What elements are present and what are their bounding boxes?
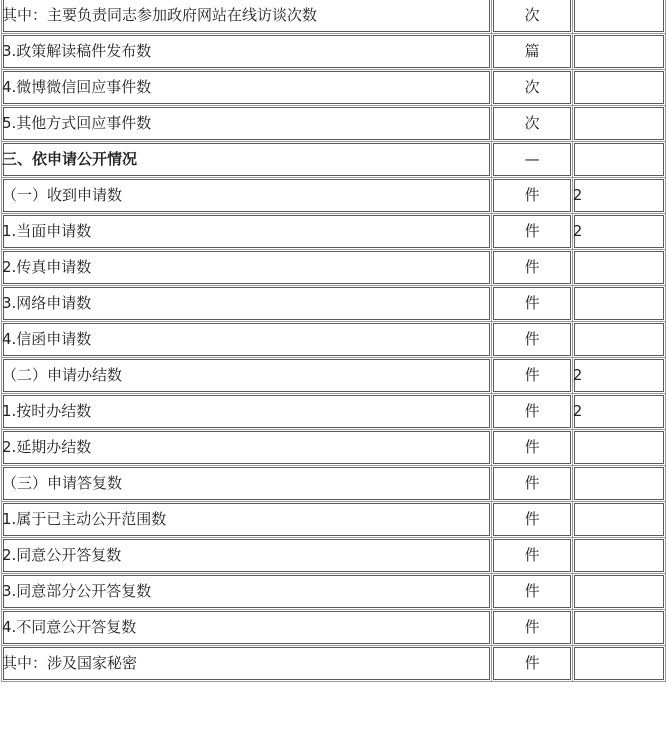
value-cell [573,142,666,178]
disclosure-statistics-table [1,0,666,682]
item-cell: 其中：主要负责同志参加政府网站在线访谈次数 [2,0,492,34]
value-cell: 2 [573,358,666,394]
value-cell [573,646,666,682]
item-cell: 1.属于已主动公开范围数 [2,502,492,538]
unit-cell: 件 [492,250,572,286]
unit-cell: — [492,142,572,178]
value-cell [573,502,666,538]
table-row [2,250,666,286]
unit-cell: 篇 [492,34,572,70]
table-row [2,214,666,250]
item-cell: （三）申请答复数 [2,466,492,502]
unit-cell: 件 [492,574,572,610]
unit-cell: 件 [492,538,572,574]
value-cell [573,34,666,70]
unit-cell: 件 [492,610,572,646]
value-cell: 2 [573,394,666,430]
table-row [2,394,666,430]
value-cell [573,574,666,610]
unit-cell: 件 [492,358,572,394]
value-cell [573,250,666,286]
unit-cell: 件 [492,430,572,466]
item-cell: 1.按时办结数 [2,394,492,430]
item-cell: 2.延期办结数 [2,430,492,466]
item-cell: 2.同意公开答复数 [2,538,492,574]
unit-cell: 件 [492,466,572,502]
table-row [2,646,666,682]
item-cell: 3.同意部分公开答复数 [2,574,492,610]
value-cell [573,610,666,646]
unit-cell: 件 [492,394,572,430]
table-row [2,358,666,394]
section-heading-row [2,142,666,178]
value-cell [573,322,666,358]
table-row [2,574,666,610]
unit-cell: 次 [492,106,572,142]
value-cell [573,538,666,574]
table-row [2,286,666,322]
value-cell [573,70,666,106]
table-row [2,430,666,466]
item-cell: （一）收到申请数 [2,178,492,214]
value-cell: 2 [573,178,666,214]
table-row [2,106,666,142]
section-heading: 三、依申请公开情况 [2,142,492,178]
item-cell: 其中：涉及国家秘密 [2,646,492,682]
item-cell: 2.传真申请数 [2,250,492,286]
unit-cell: 次 [492,0,572,34]
unit-cell: 件 [492,646,572,682]
item-cell: 3.政策解读稿件发布数 [2,34,492,70]
value-cell [573,106,666,142]
value-cell: 2 [573,214,666,250]
unit-cell: 次 [492,70,572,106]
value-cell [573,466,666,502]
unit-cell: 件 [492,214,572,250]
table-row [2,322,666,358]
item-cell: 1.当面申请数 [2,214,492,250]
table-row [2,34,666,70]
table-row [2,0,666,34]
item-cell: 5.其他方式回应事件数 [2,106,492,142]
table-row [2,538,666,574]
unit-cell: 件 [492,178,572,214]
table-row [2,610,666,646]
table-row [2,70,666,106]
unit-cell: 件 [492,286,572,322]
unit-cell: 件 [492,502,572,538]
item-cell: （二）申请办结数 [2,358,492,394]
table-row [2,502,666,538]
value-cell [573,286,666,322]
table-row [2,178,666,214]
statistics-table-container [1,0,666,745]
unit-cell: 件 [492,322,572,358]
item-cell: 3.网络申请数 [2,286,492,322]
item-cell: 4.不同意公开答复数 [2,610,492,646]
table-row [2,466,666,502]
value-cell [573,430,666,466]
value-cell [573,0,666,34]
item-cell: 4.信函申请数 [2,322,492,358]
item-cell: 4.微博微信回应事件数 [2,70,492,106]
